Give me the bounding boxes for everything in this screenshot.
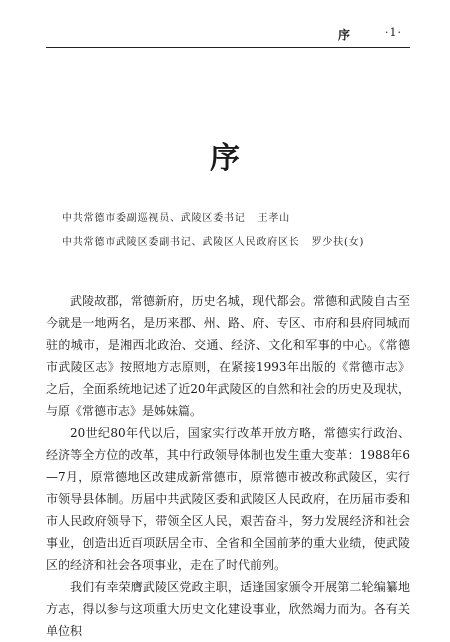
body-paragraph: 我们有幸荣膺武陵区党政主职，适逢国家颁令开展第二轮编纂地方志，得以参与这项重大历史文化建设事业，欣然竭力而为。各有关单位积 xyxy=(46,580,410,638)
byline-author-2 xyxy=(62,236,406,250)
header-rule xyxy=(46,47,410,48)
running-title: 序 xyxy=(338,28,352,42)
byline-position: 中共常德市武陵区委副书记、武陵区人民政府区长 xyxy=(62,237,300,248)
preface-body xyxy=(46,290,410,642)
page-title: 序 xyxy=(210,141,240,176)
running-header xyxy=(46,26,410,42)
body-paragraph: 20世纪80年代以后，国家实行改革开放方略，常德实行政治、经济等全方位的改革，其中行政领导体制也发生重大变革：1988年6—7月，原常德地区改建成新常德市，原常德市被改称武陵区，实行市领导县体制。历届中共武陵区委和武陵区人民政府，在历届市委和市人民政府领导下，带领全区人民，艰苦奋斗，努力发展经济和社会事业，创造出近百项跃居全市、全省和全国前茅的重大业绩，使武陵区的经济和社会各项事业，走在了时代前列。 xyxy=(46,426,410,572)
byline-name: 王孝山 xyxy=(257,213,291,224)
byline-position: 中共常德市委副巡视员、武陵区委书记 xyxy=(62,213,246,224)
page-number: ·1· xyxy=(385,26,402,39)
byline-name: 罗少扶(女) xyxy=(311,237,365,248)
body-paragraph: 武陵故郡，常德新府，历史名城，现代都会。常德和武陵自古至今就是一地两名，是历来郡、州、路、府、专区、市府和县府同城而驻的城市，是湘西北政治、交通、经济、文化和军事的中心。《常德市武陵区志》按照地方志原则，在紧接1993年出版的《常德市志》之后，全面系统地记述了近20年武陵区的自然和社会的历史及现状，与原《常德市志》是姊妹篇。 xyxy=(46,294,410,418)
byline-author-1 xyxy=(62,212,406,226)
